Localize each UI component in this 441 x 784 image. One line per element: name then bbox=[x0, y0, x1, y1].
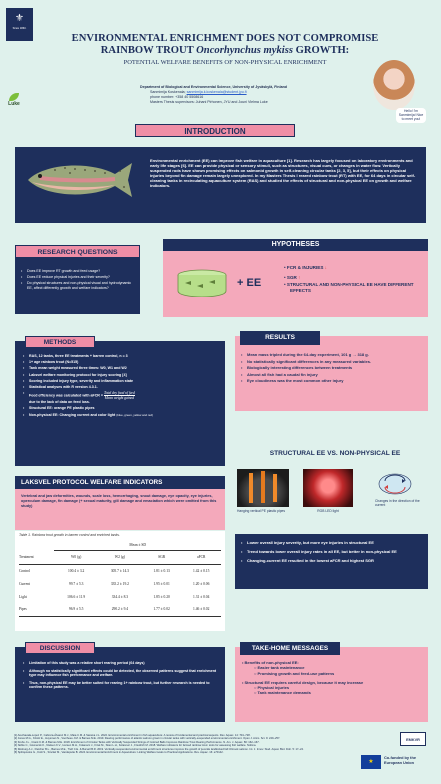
jyu-logo: ⚜ Since 1863. bbox=[6, 8, 33, 41]
methods-panel bbox=[15, 336, 225, 466]
table-caption: Table 1. Rainbow trout growth in barren control and enriched tanks. bbox=[19, 533, 120, 537]
hypotheses-heading: HYPOTHESES bbox=[163, 239, 428, 251]
rq-item: • Do physical structures and non-physical visual and hydrodynamic EE, affect differently growth and welfare indicators? bbox=[21, 281, 135, 290]
speech-bubble: Hello! I'm Sanmimija! Nice to meet you! bbox=[396, 108, 426, 123]
pipes-caption: Hanging vertical PE plastic pipes bbox=[237, 509, 286, 513]
table-row: Pipes 96.9 ± 5.5 290.2 ± 9.4 1.77 ± 0.02 1.46 ± 0.02 bbox=[19, 603, 221, 616]
current-caption: Changes in the direction of the current bbox=[375, 499, 420, 508]
laksvel-heading: LAKSVEL PROTOCOL WELFARE INDICATORS bbox=[15, 476, 225, 489]
methods-body: • RAS, 12 tanks, three EE treatments + barren control, n = 3 • 1+ age rainbow trout (N=515) • Tank mean weight measured three times: W0, W1 and W2 • Laksvel welfare monitoring protocol for injury scoring [4] • Scoring included injury type, severity and inflammation state • Statistical analyses with R version 4.3.1. • Feed efficiency was calculated with aFCR = Total dry food of feed Mean weight gained due to the lack of data on feed loss. • Structural EE: orange PE plastic pipes • Non-physical EE: Changing current and color light (blue, green, yellow and red) bbox=[15, 341, 225, 466]
takehome-panel bbox=[235, 642, 428, 722]
pipes-photo bbox=[237, 469, 289, 507]
fish-illustration bbox=[20, 159, 135, 201]
table-row: Control 100.4 ± 3.2 305.7 ± 14.3 1.81 ± 0.13 1.42 ± 0.15 bbox=[19, 568, 210, 573]
intro-heading: INTRODUCTION bbox=[135, 124, 295, 137]
discussion-panel bbox=[15, 642, 225, 722]
structural-vs-body: • Lower overall injury severity, but more eye injuries in structural EE • Trend towards lower overall injury rates in all EE, but better in non-physical EE • Changing-current EE resulted in the lowest aFCR and highest SGR bbox=[235, 534, 428, 589]
luke-logo: Luke bbox=[6, 93, 22, 109]
discussion-heading: DISCUSSION bbox=[25, 642, 95, 654]
research-questions-heading: RESEARCH QUESTIONS bbox=[15, 245, 140, 258]
emkvr-logo: EMKVR bbox=[400, 732, 426, 746]
poster-subtitle: POTENTIAL WELFARE BENEFITS OF NON-PHYSICAL ENRICHMENT bbox=[123, 59, 327, 66]
structural-vs-heading: STRUCTURAL EE VS. NON-PHYSICAL EE bbox=[269, 450, 401, 457]
fcr-fraction: Total dry food of feed Mean weight gained bbox=[104, 391, 135, 401]
laksvel-panel bbox=[15, 476, 225, 530]
results-body: • Mean mass tripled during the 64-day experiment, 101 g → 318 g. • No statistically significant differences in any measured variables. • Biologically interesting differences between treatments • Almost all fish had a caudal fin injury • Eye cloudiness was the most common other injury bbox=[235, 336, 428, 411]
research-questions-panel bbox=[15, 245, 140, 310]
table-row: Light 106.6 ± 11.9 334.4 ± 8.3 1.85 ± 0.20 1.31 ± 0.04 bbox=[19, 594, 210, 599]
table-row: Current 99.7 ± 5.3 335.2 ± 19.2 1.95 ± 0.01 1.20 ± 0.06 bbox=[19, 581, 210, 586]
led-caption: RGB LED light bbox=[317, 509, 339, 513]
luke-leaf-icon bbox=[9, 93, 19, 101]
ee-photos bbox=[235, 469, 428, 532]
rq-item: • Does EE improve RT growth and feed usage? bbox=[21, 269, 135, 274]
plus-ee-label: + EE bbox=[237, 277, 262, 289]
email-link[interactable]: sanmimija.k.koskenala@student.jyu.fi bbox=[186, 90, 247, 94]
references: [1] Arechavala-Lopez P., Cabrera-Álvarez M.J., Maia C.M. & Saraiva J.L. 2022. Environmental enrichment in fish aquaculture: A review of fundamental and practical aspects. Rev. Aquac. 14: 704–728. [2] Jones M.G., Kristiz E., Huysman N., Voorhees J.M. & Barnes M.E. 2019. Rearing performance of atlantic salmon grown in circular tanks with vertically-suspended environmental enrichment. Open J. Anim. Sci. 9: 249–257. [3] Krebs J.L., Crank K.M. & Barnes M.E. 2018. Enrichment of Circular Tanks with Vertically Suspended Strings of Colored Balls Improves Rainbow Trout Rearing Performance. N. Am. J. Aquac. 80: 162–167. [4] Noble C., Gismervik K., Nielsen K.V., Iversen M.H., Kolarevic J., Frisk M., Stien L.H., Kolarevic J., Friedrich M. 2018. Welfare indicators for farmed rainbow trout: tools for assessing fish welfare. Nofima. [5] Rosburg A.J., Fletcher B.L., Barnes M.E., Treft C.E. & Bursell B.R. 2019. Vertically-suspended environmental enrichment structures improve the growth of juvenile landlocked fall Chinook salmon. Int. J. Innov. Stud. Aquat. Biol. Fish. 5: 17–24. [6] Spiliopoulos G., Kotti S., Sinclair M., Vandeputte B. 2024. Environmental Enrichment in Aquaculture: Linking Welfare Goals to Practical Applications. Rev. Aquac. 16: e70142. bbox=[14, 734, 304, 755]
eu-logo: ★ Co-funded by the European Union bbox=[361, 752, 427, 772]
results-panel bbox=[235, 331, 428, 411]
tank-illustration bbox=[177, 269, 227, 297]
arrow-down-icon: ↓ bbox=[324, 265, 327, 270]
intro-panel: Environmental enrichment (EE) can improve fish welfare in aquaculture [1]. Research has largely focused on laboratory environments and early life stages [6]. EE can provide physical or sensory stimuli, such as structures, visual cues, or changes in water flow. Vertically suspended rods have shown promising effects on salmonid growth in self-cleaning circular tanks [2, 3, 5], but their effects on physical injuries beyond fin damage remain largely unexplored. In my Masters Thesis I reared rainbow trout (RT) with EE, for 64 days in circular self-cleaning tanks in recirculating aquaculture system (RAS) and studied the effects of structural and non-physical EE on growth and welfare indicators. bbox=[15, 147, 426, 223]
research-questions-body bbox=[15, 258, 140, 314]
rq-item: • Does EE reduce physical injuries and their severity? bbox=[21, 275, 135, 280]
results-heading: RESULTS bbox=[240, 331, 320, 345]
current-diagram bbox=[375, 471, 415, 497]
author-block: Department of Biological and Environmental Science, University of Jyväskylä, Finland Sanmimija Koskenala; sanmimija.k.koskenala@student.jyu.fi phone number: +358 40 5508616 Masters Thesis supervisors: Juhani Pirhonen, JYU and Jouni Vielma Luke bbox=[140, 85, 287, 104]
led-photo bbox=[303, 469, 353, 507]
arrow-up-icon: ↑ bbox=[298, 275, 301, 281]
poster-title: ENVIRONMENTAL ENRICHMENT DOES NOT COMPROMISE RAINBOW TROUT Oncorhynchus mykiss GROWTH: POTENTIAL WELFARE BENEFITS OF NON-PHYSICAL ENRICHMENT bbox=[40, 33, 410, 66]
hypotheses-list: • FCR & INJURIES ↓ • SGR ↑ • STRUCTURAL AND NON-PHYSICAL EE HAVE DIFFERENT EFFECTS bbox=[284, 265, 414, 294]
jyu-emblem-icon: ⚜ bbox=[15, 13, 24, 24]
growth-table: Mean ± SD Treatment W0 (g) W2 (g) SGR aFCR Control 100.4 ± 3.2 305.7 ± 14.3 1.81 ± 0.13 1.42 ± 0.15 Current 99.7 ± 5.3 335.2 ± 19.2 1.95 ± 0.01 1.20 ± 0.06 Light 106.6 ± 11.9 334.4 ± 8.3 1.85 ± 0.20 1.31 ± 0.04 Pipes 96.9 ± 5.5 290.2 ± 9.4 1.77 ± 0.02 1.46 ± 0.02 bbox=[19, 540, 221, 617]
laksvel-body: Vertebral and jaw deformities, wounds, scale loss, hemorrhaging, snout damage, eye opacity, eye injuries, operculum damage, fin damage (+ sexual maturity, gill damage and emaciation which were omitted from this study) bbox=[15, 489, 225, 530]
hypotheses-panel bbox=[163, 239, 428, 319]
author-photo bbox=[373, 60, 415, 110]
methods-heading: METHODS bbox=[25, 336, 95, 348]
eu-flag-icon: ★ bbox=[361, 755, 381, 769]
growth-table-panel bbox=[15, 531, 225, 631]
hypotheses-body bbox=[163, 251, 428, 317]
takehome-body: • Benefits of non-physical EE: ○ Easier tank maintenance ○ Promising growth and feed-use patterns • Structural EE requires careful design, because it may increase ○ Physical injuries ○ Tank maintenance demands bbox=[235, 647, 428, 722]
discussion-body: • Limitation of this study was a relative short rearing period (64 days) • Although no statistically significant effects could be detected, the observed patterns suggest that enrichment type may influence fish performance and welfare. • Thus, non-physical EE may be better suited for rearing 1+ rainbow trout, but further research is needed to confirm these patterns. bbox=[15, 647, 225, 722]
takehome-heading: TAKE-HOME MESSAGES bbox=[240, 642, 340, 655]
